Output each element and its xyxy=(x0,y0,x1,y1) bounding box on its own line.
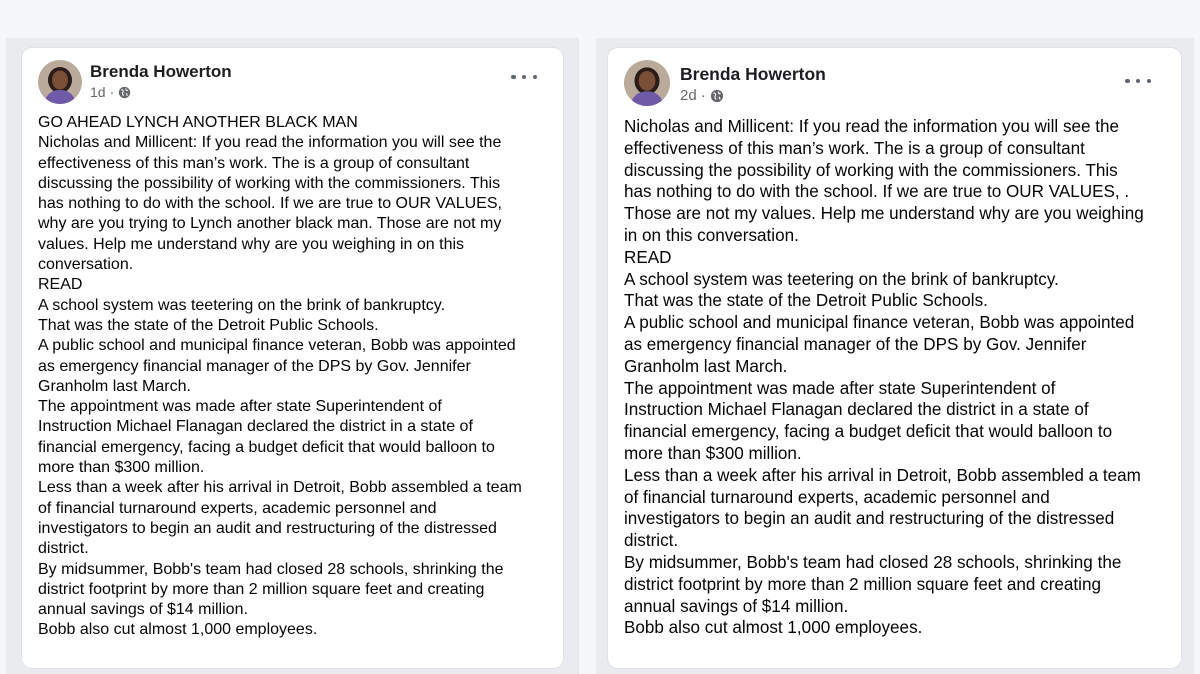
text-line: Instruction Michael Flanagan declared the district in a state of xyxy=(624,400,1089,420)
meta-separator: · xyxy=(109,84,115,100)
author-name[interactable]: Brenda Howerton xyxy=(680,64,826,84)
text-line: By midsummer, Bobb's team had closed 28 schools, shrinking the xyxy=(38,560,504,578)
post-text xyxy=(38,113,551,649)
text-line: Less than a week after his arrival in Detroit, Bobb assembled a team xyxy=(624,465,1141,485)
text-line: district footprint by more than 2 million square feet and creating xyxy=(38,580,485,598)
text-line: Less than a week after his arrival in Detroit, Bobb assembled a team xyxy=(38,479,522,497)
text-line: Nicholas and Millicent: If you read the information you will see the xyxy=(38,134,502,152)
text-line: A school system was teetering on the brink of bankruptcy. xyxy=(38,296,446,314)
text-line: That was the state of the Detroit Public Schools. xyxy=(38,316,379,334)
text-line: Nicholas and Millicent: If you read the information you will see the xyxy=(624,117,1120,136)
post-text xyxy=(624,116,1169,647)
text-line: financial emergency, facing a budget deficit that would balloon to xyxy=(38,438,495,456)
text-line: A public school and municipal finance veteran, Bobb was appointed xyxy=(624,313,1135,333)
text-line: The appointment was made after state Superintendent of xyxy=(38,398,442,416)
text-line: in on this conversation. xyxy=(624,225,799,245)
text-line: why are you trying to Lynch another black man. Those are not my xyxy=(38,215,502,233)
text-line: investigators to begin an audit and restructuring of the distressed xyxy=(38,519,497,537)
text-line: of financial turnaround experts, academic personnel and xyxy=(38,499,437,517)
text-line: conversation. xyxy=(38,256,134,274)
text-line: financial emergency, facing a budget deficit that would balloon to xyxy=(624,422,1113,442)
text-line: investigators to begin an audit and restructuring of the distressed xyxy=(624,509,1115,529)
post-card-1 xyxy=(22,48,563,668)
text-line: more than $300 million. xyxy=(624,443,802,463)
text-line: Those are not my values. Help me understand why are you weighing xyxy=(624,204,1144,224)
text-line: values. Help me understand why are you weighing in on this xyxy=(38,235,465,253)
avatar[interactable] xyxy=(624,60,670,106)
text-line: district footprint by more than 2 million square feet and creating xyxy=(624,574,1101,594)
post-card-2 xyxy=(608,48,1181,668)
text-line: A public school and municipal finance veteran, Bobb was appointed xyxy=(38,337,516,355)
screenshot-panel-right xyxy=(596,38,1194,674)
text-line: has nothing to do with the school. If we are true to OUR VALUES, xyxy=(38,195,502,213)
post-meta xyxy=(680,87,723,104)
author-name[interactable]: Brenda Howerton xyxy=(90,62,232,81)
globe-icon xyxy=(710,89,723,102)
text-line: A school system was teetering on the brink of bankruptcy. xyxy=(624,269,1059,289)
text-line: has nothing to do with the school. If we are true to OUR VALUES, . xyxy=(624,182,1130,202)
more-options-icon[interactable] xyxy=(1125,76,1151,86)
post-header xyxy=(624,60,1165,106)
globe-icon xyxy=(118,86,131,99)
text-line: discussing the possibility of working with the commissioners. This xyxy=(624,160,1118,180)
text-line: as emergency financial manager of the DPS by Gov. Jennifer xyxy=(624,334,1087,354)
text-line: Granholm last March. xyxy=(624,356,788,376)
text-line: Instruction Michael Flanagan declared the district in a state of xyxy=(38,418,473,436)
text-line: effectiveness of this man’s work. The is a group of consultant xyxy=(38,154,470,172)
text-line: discussing the possibility of working with the commissioners. This xyxy=(38,174,501,192)
text-line: READ xyxy=(38,276,83,294)
post-header xyxy=(38,60,547,106)
cut-off-line xyxy=(38,641,551,649)
text-line: district. xyxy=(38,540,89,558)
post-meta xyxy=(90,84,131,100)
text-line: of financial turnaround experts, academic personnel and xyxy=(624,487,1050,507)
meta-separator: · xyxy=(700,87,706,104)
text-line: That was the state of the Detroit Public Schools. xyxy=(624,291,988,311)
avatar[interactable] xyxy=(38,60,82,104)
post-time[interactable]: 2d xyxy=(680,87,697,104)
cut-off-line xyxy=(624,639,1169,647)
text-line: Granholm last March. xyxy=(38,377,191,395)
text-line: annual savings of $14 million. xyxy=(624,596,849,616)
post-time[interactable]: 1d xyxy=(90,84,106,100)
text-line: The appointment was made after state Superintendent of xyxy=(624,378,1056,398)
text-line: district. xyxy=(624,531,679,551)
text-line: annual savings of $14 million. xyxy=(38,601,248,619)
text-line: as emergency financial manager of the DPS by Gov. Jennifer xyxy=(38,357,471,375)
text-line: GO AHEAD LYNCH ANOTHER BLACK MAN xyxy=(38,114,358,131)
text-line: By midsummer, Bobb's team had closed 28 schools, shrinking the xyxy=(624,552,1122,572)
text-line: more than $300 million. xyxy=(38,459,205,477)
text-line: READ xyxy=(624,247,672,267)
text-line: Bobb also cut almost 1,000 employees. xyxy=(624,618,923,638)
text-line: effectiveness of this man’s work. The is a group of consultant xyxy=(624,138,1085,158)
screenshot-panel-left xyxy=(6,38,579,674)
text-line: Bobb also cut almost 1,000 employees. xyxy=(38,621,318,639)
more-options-icon[interactable] xyxy=(511,72,537,82)
